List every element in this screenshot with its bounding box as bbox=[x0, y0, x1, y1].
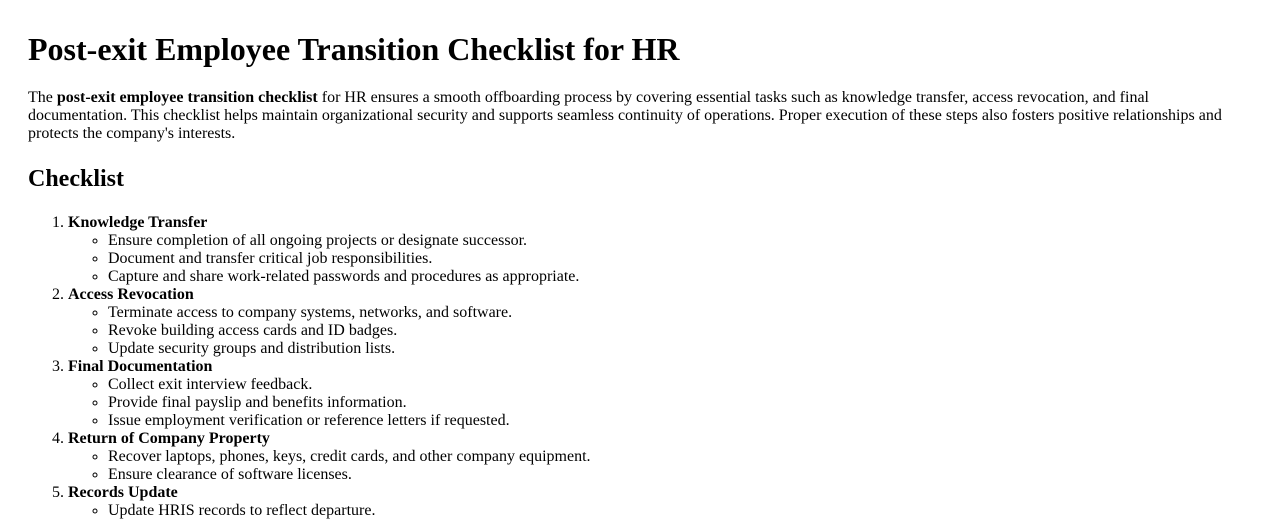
list-item: ◦ Provide final payslip and benefits information. bbox=[108, 394, 1250, 412]
section-items bbox=[68, 232, 1250, 286]
list-item: ◦ Update HRIS records to reflect departure. bbox=[108, 502, 1250, 520]
list-item: ◦ Ensure clearance of software licenses. bbox=[108, 466, 1250, 484]
section-title: Knowledge Transfer bbox=[68, 214, 208, 231]
list-item: ◦ Capture and share work-related passwords and procedures as appropriate. bbox=[108, 268, 1250, 286]
checklist-heading: Checklist bbox=[28, 166, 124, 192]
checklist-section bbox=[68, 358, 1250, 430]
section-title: Access Revocation bbox=[68, 286, 194, 303]
section-items bbox=[68, 304, 1250, 358]
checklist bbox=[28, 214, 1250, 520]
intro-bold-term: post-exit employee transition checklist bbox=[56, 89, 318, 106]
page-title: Post-exit Employee Transition Checklist for HR bbox=[28, 31, 680, 67]
list-item: ◦ Document and transfer critical job responsibilities. bbox=[108, 250, 1250, 268]
checklist-section bbox=[68, 430, 1250, 484]
section-title: Return of Company Property bbox=[68, 430, 270, 447]
list-item: ◦ Terminate access to company systems, networks, and software. bbox=[108, 304, 1250, 322]
section-items bbox=[68, 448, 1250, 484]
list-item: ◦ Recover laptops, phones, keys, credit cards, and other company equipment. bbox=[108, 448, 1250, 466]
checklist-section bbox=[68, 214, 1250, 286]
section-items bbox=[68, 376, 1250, 430]
section-items bbox=[68, 502, 1250, 520]
list-item: ◦ Collect exit interview feedback. bbox=[108, 376, 1250, 394]
section-title: Records Update bbox=[68, 484, 178, 501]
checklist-section bbox=[68, 286, 1250, 358]
intro-suffix: for HR ensures a smooth offboarding process by covering essential tasks such as knowledge transfer, access revocation, and final documentation. This checklist helps maintain organizational security and supports seamless continuity of operations. Proper execution of these steps also fosters positive relationships and protects the company's interests. bbox=[28, 89, 1222, 142]
list-item: ◦ Issue employment verification or reference letters if requested. bbox=[108, 412, 1250, 430]
list-item: ◦ Ensure completion of all ongoing projects or designate successor. bbox=[108, 232, 1250, 250]
section-title: Final Documentation bbox=[68, 358, 213, 375]
list-item: ◦ Update security groups and distribution lists. bbox=[108, 340, 1250, 358]
list-item: ◦ Revoke building access cards and ID badges. bbox=[108, 322, 1250, 340]
intro-prefix: The bbox=[28, 89, 57, 106]
intro-paragraph bbox=[28, 89, 1250, 143]
checklist-section bbox=[68, 484, 1250, 520]
